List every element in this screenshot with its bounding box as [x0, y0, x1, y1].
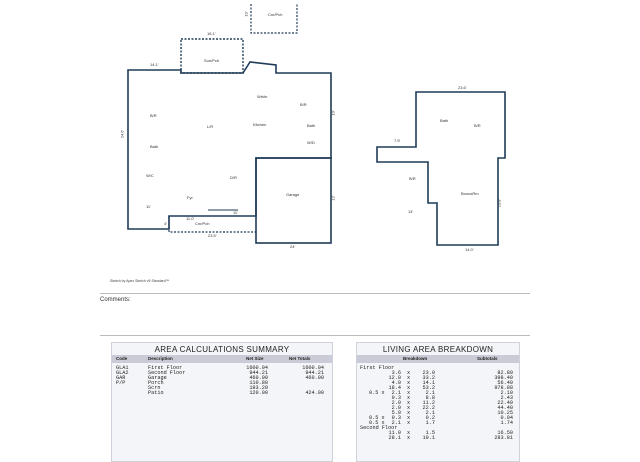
divider-top	[100, 293, 530, 294]
cell-net-totals: 460.00	[305, 375, 324, 381]
cell-dim-b: 0.2	[425, 415, 435, 421]
cell-times: x	[407, 370, 411, 376]
cell-description: Patio	[148, 390, 164, 396]
cell-net-size: 193.20	[249, 385, 268, 391]
cell-subtotal: 56.40	[497, 380, 513, 386]
cell-dim-b: 22.2	[422, 405, 435, 411]
dim-porch-width: 11.0'	[186, 216, 195, 221]
room-label-kitchen: Kitchen	[253, 122, 267, 127]
dim-main-width: 14.1'	[150, 62, 159, 67]
cell-dim-a: 4.0	[391, 380, 401, 386]
header-net-totals: Net Totals	[289, 356, 311, 361]
dim-bottom-width: 23.5'	[208, 233, 217, 238]
garage-outline	[256, 158, 331, 243]
cell-dim-b: 2.1	[425, 410, 435, 416]
cell-times: x	[407, 390, 411, 396]
living-area-panel	[356, 342, 520, 462]
cell-net-totals: 944.21	[305, 370, 324, 376]
room-label-garage: Garage	[286, 192, 300, 197]
cell-times: x	[407, 435, 411, 441]
room-label-wd: W/D	[307, 140, 315, 145]
cell-dim-a: 12.0	[388, 375, 401, 381]
sunroom-outline	[181, 39, 243, 73]
cell-subtotal: 10.25	[497, 410, 513, 416]
cell-net-size: 110.80	[249, 380, 268, 386]
dim-b: 12'	[330, 195, 336, 201]
cell-times: x	[407, 405, 411, 411]
cell-subtotal: 2.10	[500, 390, 513, 396]
cell-description: Garage	[148, 375, 167, 381]
dim-sunroom-width: 16.1'	[207, 31, 216, 36]
area-summary-title: AREA CALCULATIONS SUMMARY	[154, 345, 290, 354]
area-summary-panel	[111, 342, 333, 462]
cell-dim-b: 8.8	[425, 395, 435, 401]
room-label-bonus-room: BonusRm	[461, 191, 479, 196]
cell-code: P/P	[116, 380, 126, 386]
cell-dim-b: 2.1	[425, 390, 435, 396]
cell-dim-a: 3.6	[391, 370, 401, 376]
cell-times: x	[407, 380, 411, 386]
upper-floor-outline	[377, 92, 505, 245]
cell-dim-a: 0.3	[391, 415, 401, 421]
cell-description: First Floor	[148, 365, 183, 371]
header-code: Code	[116, 356, 128, 361]
cell-net-size: 120.00	[249, 390, 268, 396]
table-row	[112, 391, 332, 396]
room-label-dining-room: D/R	[230, 175, 237, 180]
cell-net-totals: 1600.04	[302, 365, 324, 371]
cell-dim-a: 2.0	[391, 405, 401, 411]
cell-times: x	[407, 400, 411, 406]
cell-times: x	[407, 430, 411, 436]
living-area-title: LIVING AREA BREAKDOWN	[382, 345, 494, 354]
cell-dim-a: 2.0	[391, 400, 401, 406]
room-label-bath-1: Bath	[150, 144, 159, 149]
table-row	[357, 436, 519, 441]
cell-dim-a: 0.3	[391, 395, 401, 401]
cell-subtotal: 0.04	[500, 415, 513, 421]
room-label-bedroom-2: B/R	[300, 102, 307, 107]
header-description: Description	[148, 356, 173, 361]
cell-label: Second Floor	[360, 425, 398, 431]
cell-dim-a: 2.1	[391, 390, 401, 396]
cell-subtotal: 2.43	[500, 395, 513, 401]
header-breakdown: Breakdown	[403, 356, 428, 361]
cell-dim-b: 11.2	[422, 400, 435, 406]
room-label-wic: W/C	[146, 173, 154, 178]
divider-bottom	[100, 335, 530, 336]
cell-subtotal: 978.88	[494, 385, 513, 391]
cell-times: x	[407, 375, 411, 381]
cell-subtotal: 1.74	[500, 420, 513, 426]
room-label-upper-bath: Bath	[440, 118, 449, 123]
room-label-living-room: L/R	[207, 124, 214, 129]
cell-dim-a: 11.0	[388, 430, 401, 436]
dim-garage-ext: 10'	[243, 11, 249, 17]
cell-code: GLA1	[116, 365, 129, 371]
dim-a: 11'	[146, 204, 151, 209]
sketch-credit: Sketch by Apex Sketch v5 Standard™	[110, 279, 170, 283]
cell-dim-b: 1.7	[425, 420, 435, 426]
room-label-foyer: Fyr	[187, 195, 193, 200]
cell-dim-b: 14.1	[422, 380, 435, 386]
living-area-header-row	[357, 355, 519, 363]
cell-subtotal: 398.40	[494, 375, 513, 381]
cell-multiplier: 0.5 x	[369, 390, 385, 396]
cell-times: x	[407, 385, 411, 391]
top-porch-outline	[251, 4, 297, 33]
cell-dim-b: 1.5	[425, 430, 435, 436]
cell-dim-a: 28.1	[388, 435, 401, 441]
dim-main-height: 24.6'	[119, 129, 125, 139]
cell-times: x	[407, 410, 411, 416]
cell-dim-a: 18.4	[388, 385, 401, 391]
cell-dim-b: 33.2	[422, 375, 435, 381]
cell-net-totals: 424.00	[305, 390, 324, 396]
cell-dim-b: 10.1	[422, 435, 435, 441]
room-label-bedroom-1: B/R	[150, 113, 157, 118]
cell-multiplier: 0.5 x	[369, 415, 385, 421]
dim-upper-bottom-width: 14.0'	[465, 247, 474, 252]
dim-upper-right: 13.8'	[496, 198, 502, 208]
cell-description: Scrn	[148, 385, 161, 391]
cell-net-size: 1600.04	[246, 365, 268, 371]
room-label-upper-bedroom-2: B/R	[409, 176, 416, 181]
main-house-outline	[128, 62, 331, 229]
cell-subtotal: 82.80	[497, 370, 513, 376]
cell-multiplier: 0.5 x	[369, 420, 385, 426]
cell-code: GAR	[116, 375, 126, 381]
cell-description: Porch	[148, 380, 164, 386]
dim-side: 10'	[330, 110, 336, 116]
room-label-upper-bedroom-1: B/R	[474, 123, 481, 128]
cell-net-size: 460.00	[249, 375, 268, 381]
dim-c: 4'	[164, 221, 167, 226]
cell-subtotal: 22.40	[497, 400, 513, 406]
comments-label: Comments:	[100, 297, 131, 303]
cell-subtotal: 283.81	[494, 435, 513, 441]
cell-label: First Floor	[360, 365, 395, 371]
header-subtotals: Subtotals	[477, 356, 498, 361]
room-label-bath-2: Bath	[307, 123, 316, 128]
cell-times: x	[407, 420, 411, 426]
dim-porch-width-2: 11'	[233, 210, 238, 215]
cell-times: x	[407, 415, 411, 421]
cell-dim-b: 53.2	[422, 385, 435, 391]
cell-dim-b: 23.0	[422, 370, 435, 376]
room-label-sunroom: Sun/Pch	[204, 58, 220, 63]
cell-net-size: 944.21	[249, 370, 268, 376]
cell-subtotal: 16.50	[497, 430, 513, 436]
room-label-top-porch: Cnr/Pch	[268, 12, 283, 17]
cell-subtotal: 44.40	[497, 405, 513, 411]
dim-upper-width: 23.6'	[458, 85, 467, 90]
room-label-porch: Cnr/Pch	[195, 221, 210, 226]
cell-code: GLA2	[116, 370, 129, 376]
room-label-workshop: Wrkhr	[257, 94, 268, 99]
area-summary-header-row	[112, 355, 332, 363]
dim-upper-bottom: 14'	[408, 209, 414, 214]
front-porch-outline	[169, 216, 256, 232]
cell-times: x	[407, 395, 411, 401]
cell-dim-a: 5.0	[391, 410, 401, 416]
cell-description: Second Floor	[148, 370, 186, 376]
dim-upper-left: 7.5'	[394, 138, 401, 143]
dim-garage-width: 24'	[290, 244, 296, 249]
header-net-size: Net Size	[246, 356, 264, 361]
cell-dim-a: 2.1	[391, 420, 401, 426]
